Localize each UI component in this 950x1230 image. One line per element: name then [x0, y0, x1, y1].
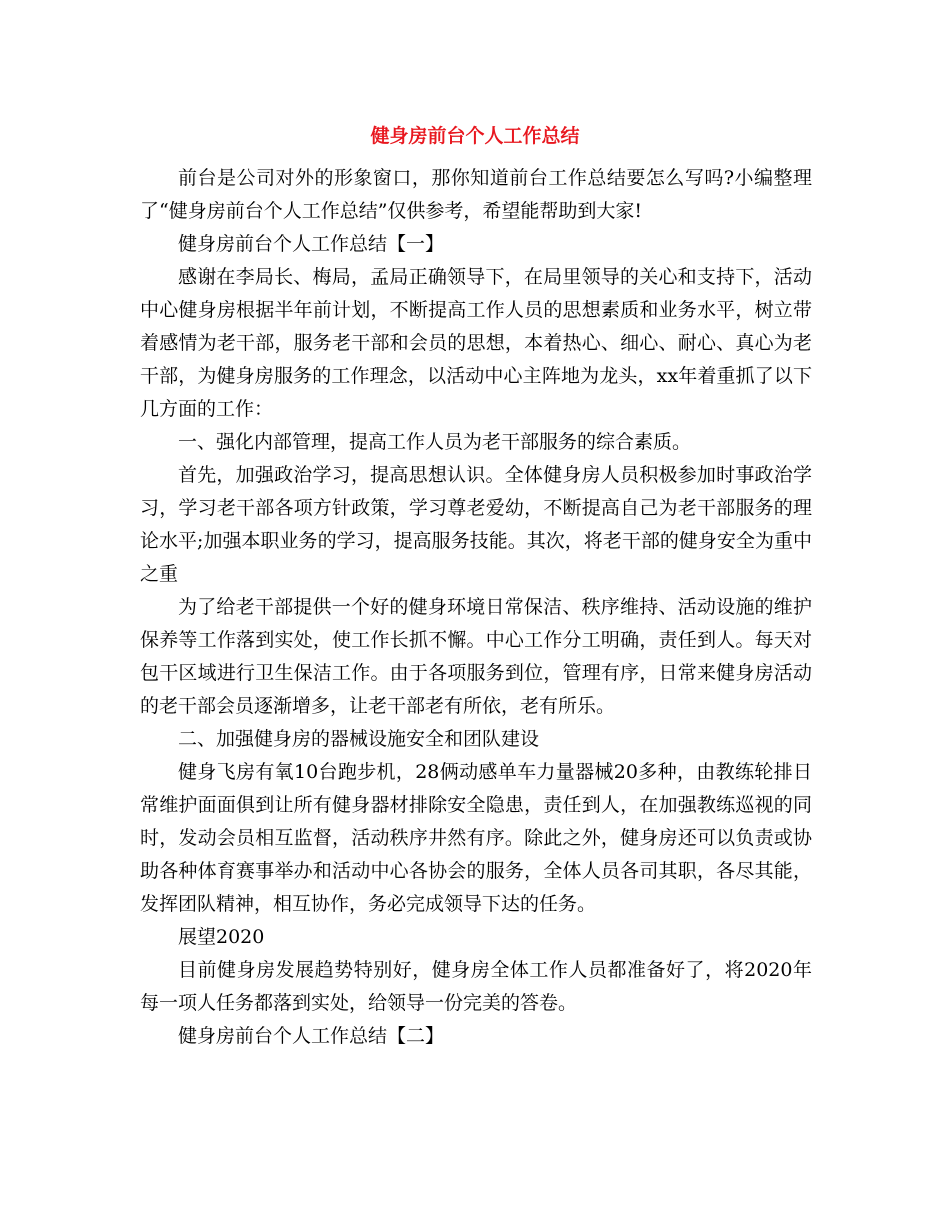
section-heading-management: 一、强化内部管理，提高工作人员为老干部服务的综合素质。 — [178, 431, 692, 453]
document-title: 健身房前台个人工作总结 — [370, 125, 580, 147]
section-heading-part-one: 健身房前台个人工作总结【一】 — [178, 233, 445, 255]
section-heading-outlook: 展望2020 — [178, 926, 265, 948]
section-heading-equipment: 二、加强健身房的器械设施安全和团队建设 — [178, 728, 540, 750]
body-paragraph: 目前健身房发展趋势特别好，健身房全体工作人员都准备好了，将2020年每一项人任务都落到实处，给领导一份完美的答卷。 — [140, 959, 812, 1014]
body-paragraph: 为了给老干部提供一个好的健身环境日常保洁、秩序维持、活动设施的维护保养等工作落到实处，使工作长抓不懈。中心工作分工明确，责任到人。每天对包干区域进行卫生保洁工作。由于各项服务到位，管理有序，日常来健身房活动的老干部会员逐渐增多，让老干部老有所依，老有所乐。 — [140, 596, 812, 717]
body-paragraph: 感谢在李局长、梅局，孟局正确领导下，在局里领导的关心和支持下，活动中心健身房根据半年前计划，不断提高工作人员的思想素质和业务水平，树立带着感情为老干部，服务老干部和会员的思想，本着热心、细心、耐心、真心为老干部，为健身房服务的工作理念，以活动中心主阵地为龙头，xx年着重抓了以下几方面的工作： — [140, 266, 812, 420]
body-paragraph: 首先，加强政治学习，提高思想认识。全体健身房人员积极参加时事政治学习，学习老干部各项方针政策，学习尊老爱幼，不断提高自己为老干部服务的理论水平;加强本职业务的学习，提高服务技能。其次，将老干部的健身安全为重中之重 — [140, 464, 812, 585]
document-body — [140, 162, 812, 1053]
intro-paragraph: 前台是公司对外的形象窗口，那你知道前台工作总结要怎么写吗?小编整理了“健身房前台个人工作总结”仅供参考，希望能帮助到大家! — [140, 167, 812, 222]
body-paragraph: 健身飞房有氧10台跑步机，28俩动感单车力量器械20多种，由教练轮排日常维护面面俱到让所有健身器材排除安全隐患，责任到人，在加强教练巡视的同时，发动会员相互监督，活动秩序井然有序。除此之外，健身房还可以负责或协助各种体育赛事举办和活动中心各协会的服务，全体人员各司其职，各尽其能，发挥团队精神，相互协作，务必完成领导下达的任务。 — [140, 761, 812, 915]
section-heading-part-two: 健身房前台个人工作总结【二】 — [178, 1025, 445, 1047]
